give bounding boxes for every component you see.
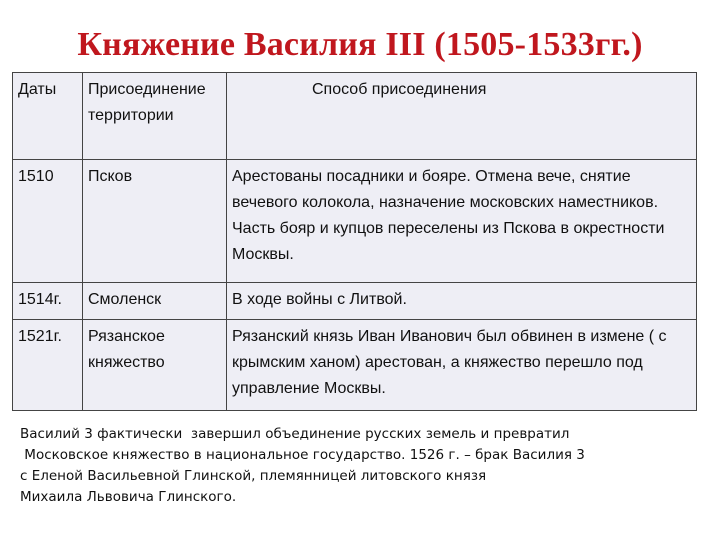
- table-header-row: [13, 73, 697, 160]
- note-line: Михаила Львовича Глинского.: [20, 489, 237, 505]
- table-row: [13, 320, 697, 411]
- row-date: 1510: [13, 160, 83, 283]
- header-method: [227, 73, 697, 160]
- row-territory: Смоленск: [83, 283, 227, 320]
- note-line: с Еленой Васильевной Глинской, племянницей литовского князя: [20, 468, 487, 484]
- row-date: 1514г.: [13, 283, 83, 320]
- note-line: Московское княжество в национальное государство. 1526 г. – брак Василия 3: [20, 447, 585, 463]
- row-date: 1521г.: [13, 320, 83, 411]
- row-territory: Псков: [83, 160, 227, 283]
- header-dates: Даты: [13, 73, 83, 160]
- table-row: [13, 160, 697, 283]
- page-title: Княжение Василия III (1505-1533гг.): [77, 26, 643, 63]
- row-territory: Рязанское княжество: [83, 320, 227, 411]
- header-territory: Присоединение территории: [83, 73, 227, 160]
- row-method: Рязанский князь Иван Иванович был обвинен в измене ( с крымским ханом) арестован, а княжество перешло под управление Москвы.: [227, 320, 697, 411]
- annexation-table: [12, 72, 697, 411]
- row-method: Арестованы посадники и бояре. Отмена вече, снятие вечевого колокола, назначение московских наместников. Часть бояр и купцов переселены из Пскова в окрестности Москвы.: [227, 160, 697, 283]
- row-method: В ходе войны с Литвой.: [227, 283, 697, 320]
- summary-note: [20, 424, 700, 508]
- header-method-label: Способ присоединения: [312, 81, 487, 98]
- table-row: [13, 283, 697, 320]
- note-line: Василий 3 фактически завершил объединение русских земель и превратил: [20, 426, 570, 442]
